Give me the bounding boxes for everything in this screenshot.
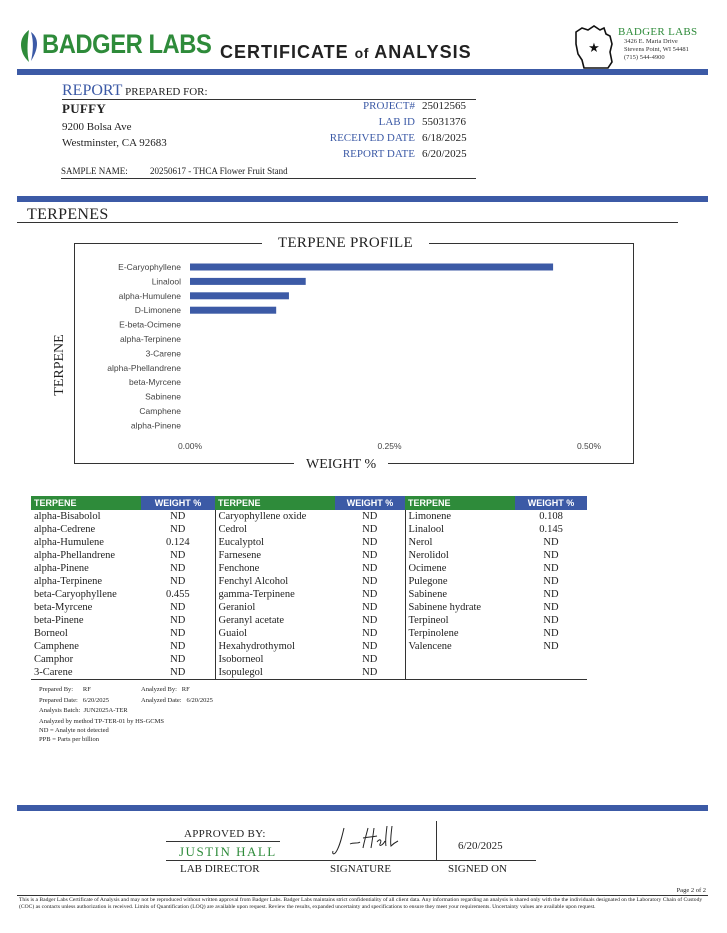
received-date-label: RECEIVED DATE xyxy=(329,132,415,144)
terpene-weight-cell: ND xyxy=(170,615,186,626)
terpene-name-cell: Pulegone xyxy=(405,575,515,588)
approved-by-label: APPROVED BY: xyxy=(184,828,266,840)
chart-title: TERPENE PROFILE xyxy=(262,235,429,252)
y-tick-label: alpha-Phellandrene xyxy=(107,362,181,373)
sample-name-label: SAMPLE NAME: xyxy=(61,166,128,176)
terpene-weight-cell: ND xyxy=(170,563,186,574)
table-row xyxy=(31,614,587,627)
lab-id-label: LAB ID xyxy=(378,116,415,128)
column-header: TERPENE xyxy=(31,496,141,510)
y-tick-label: Sabinene xyxy=(145,391,181,402)
y-tick-label: E-Caryophyllene xyxy=(118,262,181,272)
terpene-weight-cell: ND xyxy=(362,615,378,626)
y-tick-label: alpha-Terpinene xyxy=(120,334,181,344)
terpene-weight-cell: ND xyxy=(170,602,186,613)
table-row xyxy=(31,666,587,680)
terpene-name-cell: gamma-Terpinene xyxy=(215,588,335,601)
terpene-weight-cell: ND xyxy=(170,524,186,535)
handwritten-signature xyxy=(330,822,405,858)
terpene-weight-cell xyxy=(515,666,587,680)
y-tick-label: Linalool xyxy=(151,276,181,287)
column-header: WEIGHT % xyxy=(141,496,215,510)
terpene-name-cell: alpha-Cedrene xyxy=(34,524,96,535)
terpene-weight-cell: 0.108 xyxy=(539,511,563,522)
section-heading-underline xyxy=(17,222,678,223)
terpene-weight-cell: 0.124 xyxy=(165,537,190,548)
terpene-name-cell xyxy=(405,666,515,680)
document-title: CERTIFICATE of ANALYSIS xyxy=(220,42,472,62)
terpene-name-cell: Terpineol xyxy=(405,614,515,627)
table-row xyxy=(31,536,587,549)
approved-by-underline xyxy=(166,841,280,842)
terpene-name-cell: Eucalyptol xyxy=(215,536,335,549)
terpene-weight-cell: ND xyxy=(543,615,559,626)
terpene-weight-cell: ND xyxy=(170,511,186,522)
top-divider xyxy=(17,69,708,75)
table-header-row xyxy=(31,496,587,510)
column-header: WEIGHT % xyxy=(515,496,587,510)
ppb-definition: PPB = Parts per billion xyxy=(39,736,100,743)
terpene-name-cell: alpha-Humulene xyxy=(34,537,104,548)
footer-divider xyxy=(17,895,708,896)
report-date-value: 6/20/2025 xyxy=(422,148,467,160)
table-row xyxy=(31,523,587,536)
prepared-date: Prepared Date: 6/20/2025 xyxy=(39,697,110,704)
terpene-name-cell: alpha-Phellandrene xyxy=(34,550,116,561)
terpene-name-cell: alpha-Terpinene xyxy=(34,576,103,587)
terpene-weight-cell: ND xyxy=(170,654,186,665)
lab-address-line-2: Stevens Point, WI 54481 xyxy=(624,46,689,53)
lab-phone: (715) 544-4900 xyxy=(624,54,665,61)
terpene-weight-cell: ND xyxy=(543,589,559,600)
signature-label: SIGNATURE xyxy=(330,863,392,875)
bar xyxy=(190,292,289,299)
client-address-line-1: 9200 Bolsa Ave xyxy=(62,121,132,133)
terpene-name-cell: Valencene xyxy=(405,640,515,653)
terpene-name-cell: Camphor xyxy=(34,654,74,665)
page-number: Page 2 of 2 xyxy=(676,887,706,894)
sample-name-value: 20250617 - THCA Flower Fruit Stand xyxy=(150,166,288,176)
terpene-weight-cell: ND xyxy=(362,511,378,522)
terpene-weight-cell xyxy=(515,653,587,666)
lab-address-line-1: 3426 E. Maria Drive xyxy=(624,38,678,45)
terpene-weight-cell: ND xyxy=(543,576,559,587)
terpene-name-cell: Geranyl acetate xyxy=(215,614,335,627)
terpene-weight-cell: ND xyxy=(543,537,559,548)
terpene-name-cell: Cedrol xyxy=(215,523,335,536)
terpene-name-cell: Isoborneol xyxy=(215,653,335,666)
disclaimer-text: This is a Badger Labs Certificate of Analysis and may not be reproduced without written approval from Badger Labs. Badger Labs maintains strict confidentiality of all client data. Any information regarding an analysis is shared only with the the individuals designated on the Laboratory Chain of Custody (COC) as contacts unless authorization is received. Limits of Quantification (LOQ) are available upon request. Review the results, expanded uncertainty and specifications to ensure they meet your requirements. Uncertainty values are available upon request. xyxy=(19,897,703,911)
prepared-by: Prepared By: RF xyxy=(39,686,91,693)
terpene-name-cell: Camphene xyxy=(34,641,79,652)
logo-text: BADGER LABS xyxy=(42,29,212,59)
terpene-name-cell: Isopulegol xyxy=(215,666,335,680)
signoff-divider xyxy=(17,805,708,811)
signature-line xyxy=(166,860,536,861)
terpene-name-cell: Geraniol xyxy=(215,601,335,614)
terpene-name-cell: Hexahydrothymol xyxy=(215,640,335,653)
terpene-weight-cell: ND xyxy=(335,666,405,680)
terpene-name-cell xyxy=(405,653,515,666)
bar xyxy=(190,264,553,271)
lab-name: BADGER LABS xyxy=(618,26,698,38)
approver-title: LAB DIRECTOR xyxy=(180,863,260,875)
section-heading: TERPENES xyxy=(27,206,109,223)
table-row xyxy=(31,510,587,523)
terpene-weight-cell: ND xyxy=(543,628,559,639)
table-row xyxy=(31,575,587,588)
terpene-name-cell: beta-Caryophyllene xyxy=(34,589,117,600)
terpene-name-cell: beta-Pinene xyxy=(34,615,84,626)
received-date-value: 6/18/2025 xyxy=(422,132,467,144)
column-header: WEIGHT % xyxy=(335,496,405,510)
terpene-weight-cell: ND xyxy=(543,602,559,613)
terpene-name-cell: Sabinene hydrate xyxy=(405,601,515,614)
terpene-weight-cell: ND xyxy=(362,641,378,652)
analyzed-by: Analyzed By: RF xyxy=(141,686,190,693)
terpene-weight-cell: ND xyxy=(170,550,186,561)
approver-name: JUSTIN HALL xyxy=(179,844,277,859)
terpene-weight-cell: ND xyxy=(170,576,186,587)
x-tick-label: 0.50% xyxy=(576,441,602,451)
table-row xyxy=(31,653,587,666)
method-note: Analyzed by method TP-TER-01 by HS-GCMS xyxy=(39,718,164,725)
terpene-name-cell: Terpinolene xyxy=(405,627,515,640)
section-divider xyxy=(17,196,708,202)
chart-x-axis-label: WEIGHT % xyxy=(294,457,388,473)
terpene-weight-cell: ND xyxy=(362,524,378,535)
svg-text:★: ★ xyxy=(588,40,600,55)
terpene-weight-cell: ND xyxy=(170,641,186,652)
lab-id-value: 55031376 xyxy=(422,116,466,128)
terpene-weight-cell: ND xyxy=(362,589,378,600)
terpene-weight-cell: 0.455 xyxy=(165,589,190,600)
y-tick-label: beta-Myrcene xyxy=(129,377,181,388)
client-name: PUFFY xyxy=(62,101,107,116)
terpene-weight-cell: ND xyxy=(362,563,378,574)
signed-date: 6/20/2025 xyxy=(458,840,503,852)
y-tick-label: E-beta-Ocimene xyxy=(119,319,181,330)
analysis-batch: Analysis Batch: JUN2025A-TER xyxy=(39,707,128,714)
y-tick-label: alpha-Pinene xyxy=(130,420,181,431)
project-label: PROJECT# xyxy=(363,100,415,112)
terpene-weight-cell: ND xyxy=(170,628,186,639)
terpene-name-cell: alpha-Bisabolol xyxy=(34,511,101,522)
terpene-name-cell: Guaiol xyxy=(215,627,335,640)
terpene-weight-cell: ND xyxy=(362,537,378,548)
table-row xyxy=(31,640,587,653)
bar xyxy=(190,278,306,285)
table-row xyxy=(31,562,587,575)
project-value: 25012565 xyxy=(422,100,466,112)
column-header: TERPENE xyxy=(405,496,515,510)
terpene-name-cell: Nerol xyxy=(405,536,515,549)
report-date-label: REPORT DATE xyxy=(342,148,415,160)
terpene-weight-cell: ND xyxy=(543,641,559,652)
terpene-weight-cell: ND xyxy=(362,628,378,639)
sample-underline xyxy=(61,178,476,179)
terpene-weight-cell: 0.145 xyxy=(539,524,563,535)
terpene-name-cell: Fenchone xyxy=(215,562,335,575)
y-tick-label: 3-Carene xyxy=(145,348,181,359)
signed-on-label: SIGNED ON xyxy=(448,863,507,875)
terpene-name-cell: Nerolidol xyxy=(405,549,515,562)
terpene-profile-chart xyxy=(74,243,634,464)
signature-divider xyxy=(436,821,437,861)
terpene-name-cell: Linalool xyxy=(405,523,515,536)
table-row xyxy=(31,601,587,614)
terpene-name-cell: Sabinene xyxy=(405,588,515,601)
x-tick-label: 0.25% xyxy=(377,441,402,451)
report-label: REPORT PREPARED FOR: xyxy=(62,82,208,99)
terpene-weight-cell: ND xyxy=(543,550,559,561)
y-tick-label: alpha-Humulene xyxy=(118,290,181,301)
terpene-name-cell: Caryophyllene oxide xyxy=(215,510,335,523)
terpene-name-cell: Ocimene xyxy=(405,562,515,575)
client-address-line-2: Westminster, CA 92683 xyxy=(62,137,167,149)
terpene-name-cell: beta-Myrcene xyxy=(34,602,93,613)
analyzed-date: Analyzed Date: 6/20/2025 xyxy=(141,697,213,704)
terpene-name-cell: Farnesene xyxy=(215,549,335,562)
terpene-weight-cell: ND xyxy=(141,666,215,680)
chart-y-axis-label: TERPENE xyxy=(52,334,67,396)
terpene-name-cell: Fenchyl Alcohol xyxy=(215,575,335,588)
terpene-name-cell: alpha-Pinene xyxy=(34,563,89,574)
terpene-results-table xyxy=(31,496,587,680)
bar xyxy=(190,307,276,314)
terpene-weight-cell: ND xyxy=(543,563,559,574)
terpene-weight-cell: ND xyxy=(362,654,378,665)
y-tick-label: D-Limonene xyxy=(134,305,181,316)
table-row xyxy=(31,627,587,640)
terpene-name-cell: Borneol xyxy=(34,628,68,639)
badger-labs-logo-icon xyxy=(17,28,41,64)
column-header: TERPENE xyxy=(215,496,335,510)
terpene-weight-cell: ND xyxy=(362,550,378,561)
terpene-name-cell: 3-Carene xyxy=(31,666,141,680)
table-row xyxy=(31,549,587,562)
terpene-weight-cell: ND xyxy=(362,602,378,613)
nd-definition: ND = Analyte not detected xyxy=(39,727,109,734)
terpene-weight-cell: ND xyxy=(362,576,378,587)
x-tick-label: 0.00% xyxy=(177,441,203,451)
wisconsin-map-icon xyxy=(572,22,616,70)
terpene-name-cell: Limonene xyxy=(405,510,515,523)
y-tick-label: Camphene xyxy=(139,406,181,416)
table-row xyxy=(31,588,587,601)
